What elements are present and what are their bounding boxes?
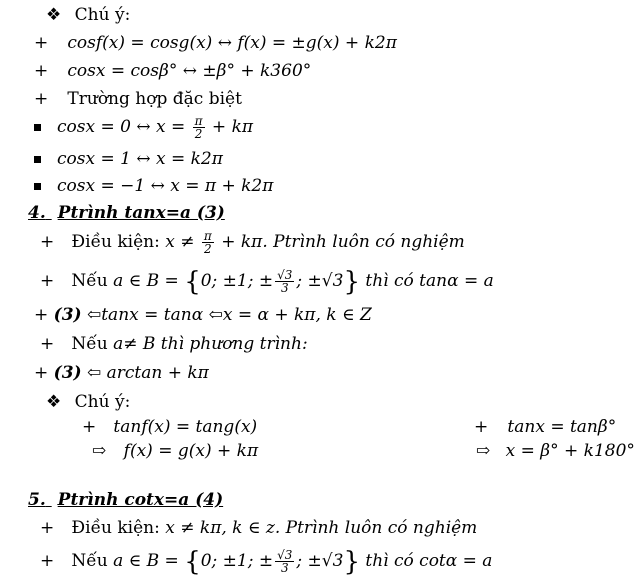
if-label: Nếu bbox=[71, 334, 108, 354]
plus-bullet: + bbox=[34, 33, 49, 53]
cot-condition bbox=[40, 517, 477, 539]
condition-label: Điều kiện: bbox=[71, 518, 160, 538]
tan-note-result-2: x = β° + k180° bbox=[505, 441, 635, 461]
cos-one bbox=[34, 148, 223, 170]
tan-note-result-1: f(x) = g(x) + kπ bbox=[123, 441, 259, 461]
section-heading-cot bbox=[28, 489, 223, 511]
tan-note-row-2 bbox=[92, 440, 258, 462]
not-in-set-text: a≠ B thì phương trình: bbox=[107, 334, 308, 354]
set-conclusion: thì có cotα = a bbox=[359, 551, 493, 571]
denominator: 2 bbox=[204, 242, 212, 256]
section-title: Ptrình cotx=a (4) bbox=[57, 490, 224, 510]
square-bullet-icon bbox=[34, 156, 41, 163]
plus-bullet: + bbox=[40, 271, 55, 291]
arrow-right-icon: ⇨ bbox=[476, 441, 491, 461]
note-heading bbox=[46, 4, 130, 26]
tan-condition-a: x ≠ bbox=[159, 232, 200, 252]
tan-equation bbox=[34, 304, 372, 326]
note-heading-2 bbox=[46, 391, 130, 413]
right-brace: } bbox=[343, 547, 360, 577]
section-number: 4. bbox=[28, 203, 46, 223]
equation-tag: (3) bbox=[53, 305, 82, 325]
numerator: π bbox=[203, 229, 212, 243]
right-brace: } bbox=[343, 267, 360, 297]
cot-condition-text: x ≠ kπ, k ∈ z. Ptrình luôn có nghiệm bbox=[159, 518, 478, 538]
plus-bullet: + bbox=[34, 61, 49, 81]
tan-if-not-in-set bbox=[40, 333, 308, 355]
set-prefix: a ∈ B = bbox=[107, 271, 185, 291]
tan-if-in-set bbox=[40, 264, 494, 299]
cos-zero-b: + kπ bbox=[206, 117, 254, 137]
if-label: Nếu bbox=[71, 551, 108, 571]
plus-bullet: + bbox=[40, 551, 55, 571]
fraction bbox=[202, 230, 214, 255]
set-part-1: 0; ±1; ± bbox=[200, 551, 274, 571]
arctan-text: ⇦ arctan + kπ bbox=[81, 363, 209, 383]
equation-tag: (3) bbox=[53, 363, 82, 383]
cos-one-formula: cosx = 1 ↔ x = k2π bbox=[57, 149, 223, 169]
fraction bbox=[275, 549, 294, 574]
tan-condition-b: + kπ. Ptrình luôn có nghiệm bbox=[215, 232, 465, 252]
tan-note-row-1-right bbox=[474, 416, 616, 438]
set-part-2: ; ±√3 bbox=[296, 271, 344, 291]
cot-if-in-set bbox=[40, 544, 492, 579]
plus-bullet: + bbox=[40, 518, 55, 538]
special-cases bbox=[34, 88, 242, 110]
section-number: 5. bbox=[28, 490, 46, 510]
tan-equation-text: ⇦tanx = tanα ⇦x = α + kπ, k ∈ Z bbox=[81, 305, 372, 325]
plus-bullet: + bbox=[34, 89, 49, 109]
cos-minus-one-formula: cosx = −1 ↔ x = π + k2π bbox=[57, 176, 274, 196]
diamond-bullet-icon: ❖ bbox=[46, 5, 62, 25]
left-brace: { bbox=[184, 267, 201, 297]
cos-formula-2: cosx = cosβ° ↔ ±β° + k360° bbox=[67, 61, 312, 81]
set-prefix: a ∈ B = bbox=[107, 551, 185, 571]
numerator: √3 bbox=[277, 548, 293, 562]
left-brace: { bbox=[184, 547, 201, 577]
tan-arctan bbox=[34, 362, 209, 384]
denominator: 2 bbox=[194, 127, 203, 141]
fraction bbox=[193, 115, 205, 140]
plus-bullet: + bbox=[474, 417, 489, 437]
note-label: Chú ý: bbox=[74, 5, 131, 25]
cos-zero bbox=[34, 112, 253, 142]
square-bullet-icon bbox=[34, 124, 41, 131]
tan-note-formula-2: tanx = tanβ° bbox=[507, 417, 617, 437]
set-conclusion: thì có tanα = a bbox=[359, 271, 494, 291]
denominator: 3 bbox=[280, 281, 289, 295]
arrow-right-icon: ⇨ bbox=[92, 441, 107, 461]
denominator: 3 bbox=[280, 561, 289, 575]
special-cases-label: Trường hợp đặc biệt bbox=[67, 89, 242, 109]
tan-note-row-1 bbox=[82, 416, 257, 438]
cos-rule-2 bbox=[34, 60, 311, 82]
cos-formula-1: cosf(x) = cosg(x) ↔ f(x) = ±g(x) + k2π bbox=[67, 33, 397, 53]
fraction bbox=[275, 269, 294, 294]
numerator: √3 bbox=[277, 268, 293, 282]
condition-label: Điều kiện: bbox=[71, 232, 160, 252]
plus-bullet: + bbox=[40, 232, 55, 252]
tan-note-row-2-right bbox=[476, 440, 635, 462]
section-heading-tan bbox=[28, 202, 225, 224]
numerator: π bbox=[194, 114, 203, 128]
set-part-1: 0; ±1; ± bbox=[200, 271, 274, 291]
tan-condition bbox=[40, 226, 465, 258]
note-label: Chú ý: bbox=[74, 392, 131, 412]
plus-bullet: + bbox=[34, 305, 49, 325]
plus-bullet: + bbox=[40, 334, 55, 354]
plus-bullet: + bbox=[34, 363, 49, 383]
cos-zero-a: cosx = 0 ↔ x = bbox=[57, 117, 191, 137]
set-part-2: ; ±√3 bbox=[296, 551, 344, 571]
plus-bullet: + bbox=[82, 417, 97, 437]
cos-minus-one bbox=[34, 175, 273, 197]
cos-rule-1 bbox=[34, 32, 397, 54]
if-label: Nếu bbox=[71, 271, 108, 291]
diamond-bullet-icon: ❖ bbox=[46, 392, 62, 412]
square-bullet-icon bbox=[34, 183, 41, 190]
section-title: Ptrình tanx=a (3) bbox=[57, 203, 225, 223]
tan-note-formula-1: tanf(x) = tang(x) bbox=[113, 417, 258, 437]
